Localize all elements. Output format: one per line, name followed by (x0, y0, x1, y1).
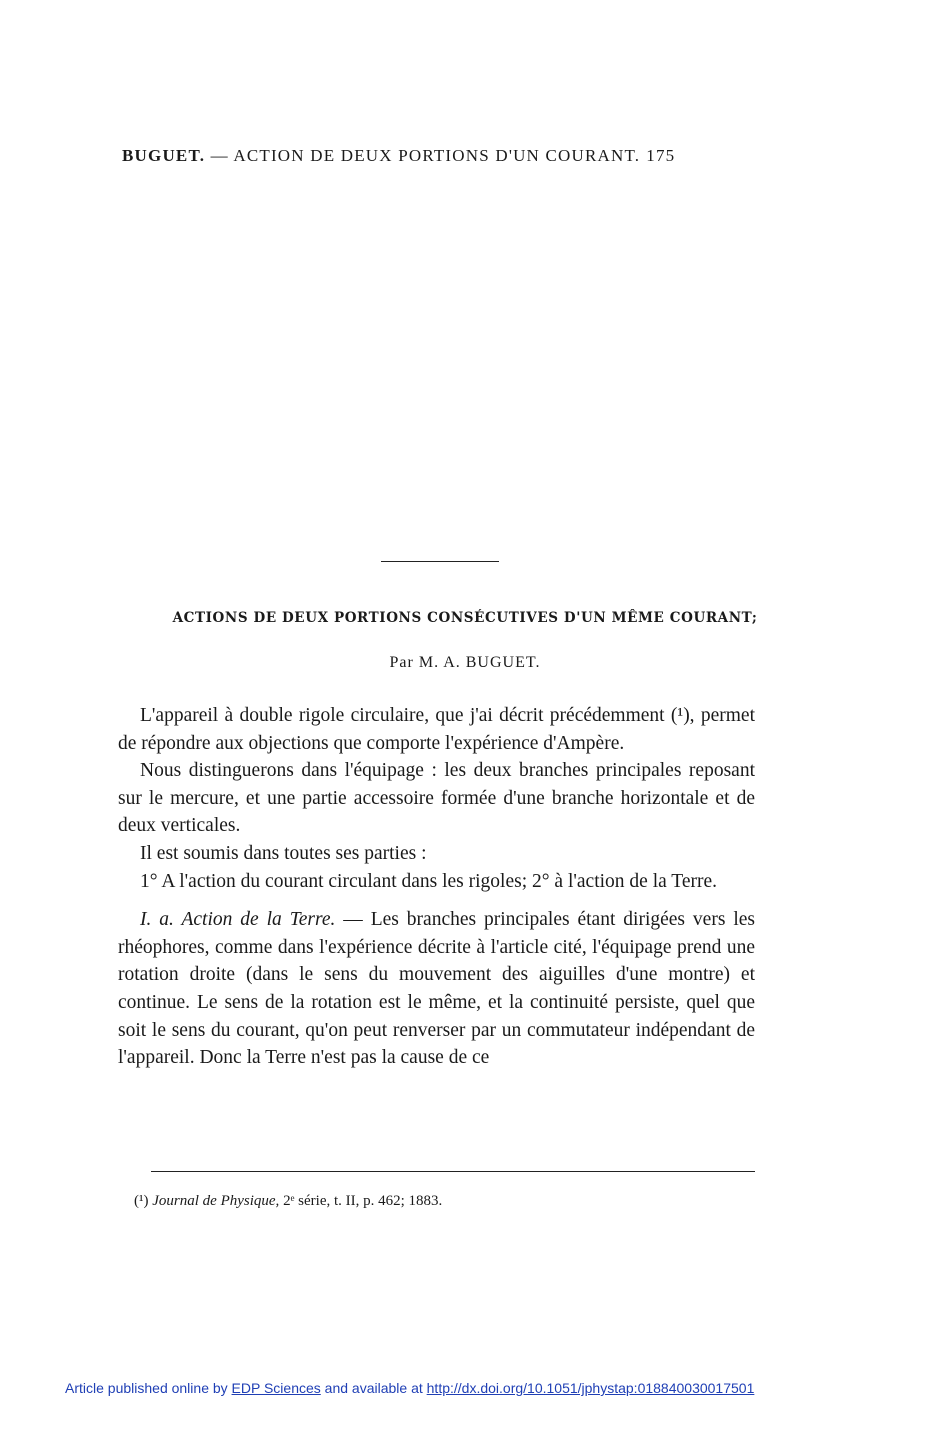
footnote-details: 2ᵉ série, t. II, p. 462; 1883. (279, 1193, 443, 1209)
article-byline: Par M. A. BUGUET. (389, 654, 541, 671)
running-head-title: — ACTION DE DEUX PORTIONS D'UN COURANT. (205, 146, 641, 165)
article-title: ACTIONS DE DEUX PORTIONS CONSÉCUTIVES D'UN MÊME COURANT; (172, 610, 758, 626)
paragraph-2: Nous distinguerons dans l'équipage : les deux branches principales reposant sur le mercure, et une partie accessoire formée d'une branche horizontale et de deux verticales. (118, 760, 755, 837)
paragraph-4: 1° A l'action du courant circulant dans les rigoles; 2° à l'action de la Terre. (140, 870, 718, 892)
publisher-middle: and available at (320, 1380, 427, 1396)
paragraph-3: Il est soumis dans toutes ses parties : (140, 842, 427, 864)
footnote-journal: Journal de Physique, (152, 1193, 280, 1209)
paragraph-5 (118, 906, 755, 1072)
doi-link[interactable]: http://dx.doi.org/10.1051/jphystap:018840030017501 (426, 1380, 755, 1396)
title-separator (381, 561, 499, 562)
publisher-link[interactable]: EDP Sciences (231, 1380, 321, 1396)
footnote-rule (151, 1171, 755, 1172)
paragraph-5-text: — Les branches principales étant dirigées vers les rhéophores, comme dans l'expérience décrite à l'article cité, l'équipage prend une rotation droite (dans le sens du mouvement des aiguilles d'une montre) et continue. Le sens de la rotation est le même, et la continuité persiste, quel que soit le sens du courant, qu'on peut renverser par un commutateur indépendant de l'appareil. Donc la Terre n'est pas la cause de ce (118, 909, 755, 1069)
running-head-author: BUGUET. (122, 146, 206, 165)
publisher-prefix: Article published online by (65, 1380, 232, 1396)
footnote-marker: (¹) (134, 1193, 153, 1209)
page-number: 175 (646, 146, 676, 165)
running-head (122, 146, 762, 166)
publisher-line (65, 1380, 754, 1396)
section-heading: I. a. Action de la Terre. (140, 909, 336, 931)
footnote (134, 1193, 442, 1210)
article-body (118, 702, 755, 1072)
paragraph-1: L'appareil à double rigole circulaire, que j'ai décrit précédemment (¹), permet de répondre aux objections que comporte l'expérience d'Ampère. (118, 705, 755, 754)
